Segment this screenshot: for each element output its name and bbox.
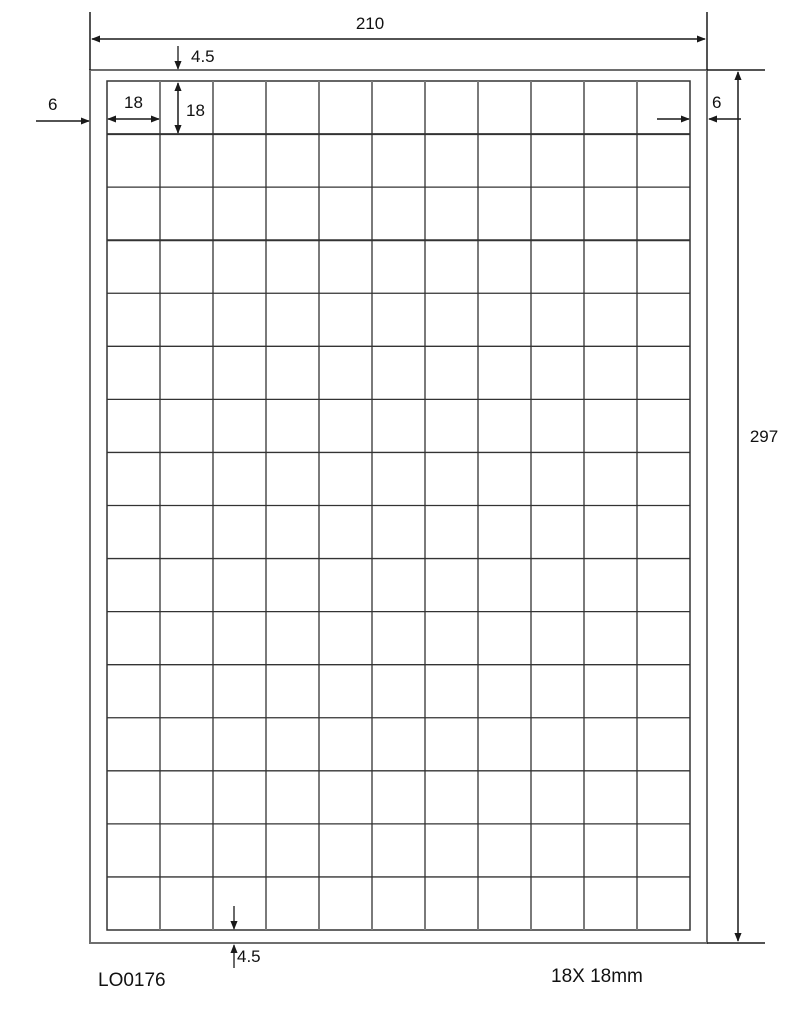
product-code: LO0176 bbox=[98, 970, 166, 991]
bottom-margin-label: 4.5 bbox=[237, 947, 261, 966]
label-width-label: 18 bbox=[124, 93, 143, 112]
left-margin-label: 6 bbox=[48, 95, 58, 114]
label-grid bbox=[107, 81, 690, 930]
label-size-caption: 18X 18mm bbox=[551, 966, 643, 987]
sheet-outline bbox=[90, 70, 707, 943]
height-dimension-label: 297 bbox=[749, 427, 779, 446]
label-height-label: 18 bbox=[186, 101, 205, 120]
width-dimension-label: 210 bbox=[355, 14, 385, 33]
right-margin-label: 6 bbox=[712, 93, 722, 112]
top-margin-label: 4.5 bbox=[191, 47, 215, 66]
